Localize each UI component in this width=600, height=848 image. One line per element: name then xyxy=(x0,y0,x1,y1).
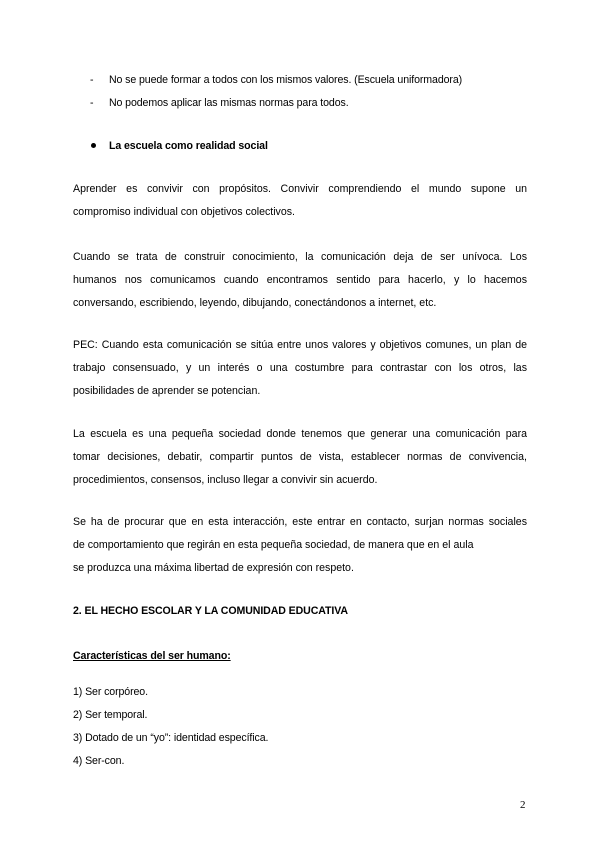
paragraph-line: procedimientos, consensos, incluso llegar a convivir sin acuerdo. xyxy=(73,474,378,487)
bullet-heading: La escuela como realidad social xyxy=(109,140,268,152)
dash-list-item: No se puede formar a todos con los mismos valores. (Escuela uniformadora) xyxy=(109,74,463,86)
page-number: 2 xyxy=(520,799,526,811)
paragraph-line: se produzca una máxima libertad de expresión con respeto. xyxy=(73,562,354,575)
section-heading: 2. EL HECHO ESCOLAR Y LA COMUNIDAD EDUCATIVA xyxy=(73,605,348,617)
paragraph xyxy=(73,511,527,581)
dash-list-item: No podemos aplicar las mismas normas para todos. xyxy=(109,97,349,109)
paragraph-line: Cuando se trata de construir conocimiento, la comunicación deja de ser unívoca. Los xyxy=(73,251,527,263)
paragraph-line: compromiso individual con objetivos colectivos. xyxy=(73,206,295,219)
paragraph xyxy=(73,423,527,493)
numbered-list-item: 4) Ser-con. xyxy=(73,755,125,767)
paragraph-line: tomar decisiones, debatir, compartir puntos de vista, establecer normas de convivencia, xyxy=(73,451,527,464)
numbered-list-item: 3) Dotado de un “yo”: identidad específica. xyxy=(73,732,269,744)
dash-marker: - xyxy=(90,97,94,109)
dash-marker: - xyxy=(90,74,94,86)
paragraph xyxy=(73,178,527,224)
paragraph-line: de comportamiento que regirán en esta pequeña sociedad, de manera que en el aula xyxy=(73,539,474,552)
paragraph-line: Se ha de procurar que en esta interacción, este entrar en contacto, surjan normas sociales xyxy=(73,516,527,528)
bullet-dot-icon xyxy=(91,143,96,148)
paragraph-line: La escuela es una pequeña sociedad donde tenemos que generar una comunicación para xyxy=(73,428,527,440)
paragraph-line: humanos nos comunicamos cuando encontramos sentido para hacerlo, y lo hacemos xyxy=(73,274,527,287)
paragraph-line: Aprender es convivir con propósitos. Convivir comprendiendo el mundo supone un xyxy=(73,183,527,195)
paragraph-line: conversando, escribiendo, leyendo, dibujando, conectándonos a internet, etc. xyxy=(73,297,437,310)
paragraph xyxy=(73,246,527,316)
numbered-list-item: 1) Ser corpóreo. xyxy=(73,686,148,698)
paragraph-line: posibilidades de aprender se potencian. xyxy=(73,385,261,398)
paragraph-line: trabajo consensuado, y un interés o una costumbre para contrastar con los otros, las xyxy=(73,362,527,375)
paragraph xyxy=(73,334,527,404)
subheading: Características del ser humano: xyxy=(73,650,231,662)
numbered-list-item: 2) Ser temporal. xyxy=(73,709,148,721)
paragraph-line: PEC: Cuando esta comunicación se sitúa entre unos valores y objetivos comunes, un plan de xyxy=(73,339,527,351)
